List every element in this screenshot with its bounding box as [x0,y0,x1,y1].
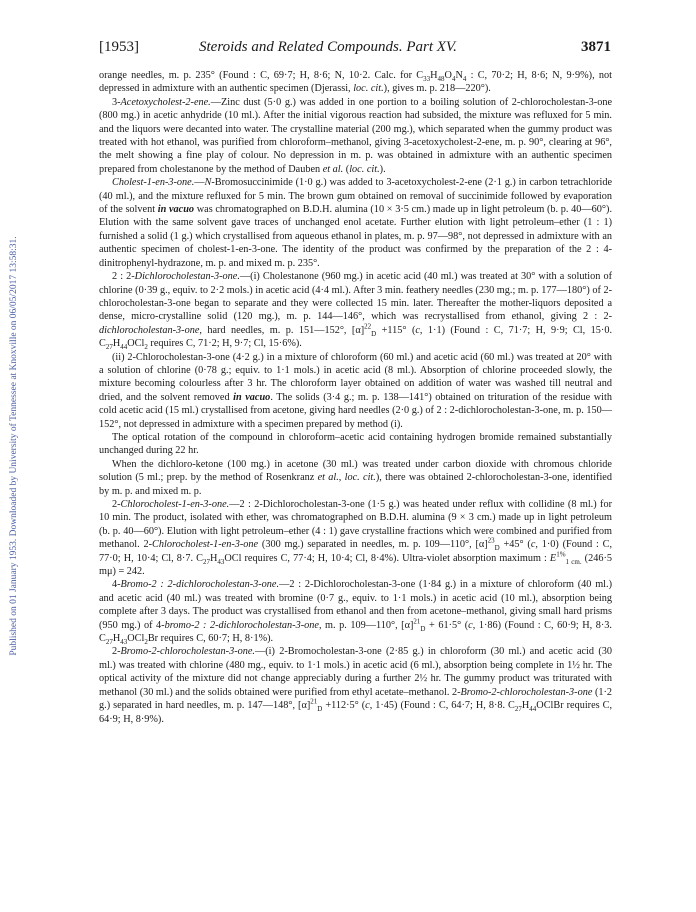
paragraph: 3-Acetoxycholest-2-ene.—Zinc dust (5·0 g.) was added in one portion to a boiling solution of 2-chlorocholestan-3-one (800 mg.) in acetic anhydride (10 ml.). After the initial vigorous reaction had subsided, the mixture was refluxed for 5 min. and the liquors were decanted into water. The crystalline material (200 mg.), which separated when the gummy product was treated with hot ethanol, was purified from chloroform–methanol, giving 3-acetoxycholest-2-ene, m. p. 90°, clearing at 96°, the melt showing a fine play of colour. No depression in m. p. was obtained in admixture with an authentic specimen prepared from cholestanone by the method of Dauben et al. (loc. cit.). [99,96,612,175]
paragraph: 2-Bromo-2-chlorocholestan-3-one.—(i) 2-Bromocholestan-3-one (2·85 g.) in chloroform (30 ml.) and acetic acid (30 ml.) was treated with chlorine (480 mg., equiv. to 1·1 mols.) in acetic acid (6 ml.), absorption being complete in 1½ hr. The optical activity of the mixture did not change appreciably during a further 2½ hr. The gummy product was triturated with methanol (30 ml.) and the solids obtained were purified from ethyl acetate–methanol. 2-Bromo-2-chlorocholestan-3-one (1·2 g.) separated in hard needles, m. p. 147—148°, $[\alpha]^{21}_D +112\cdot 5^\circ$ (c, 1·45) (Found : C, 64·7; H, 8·8. $C_{27}H_{44}OClBr$ requires C, 64·9; H, 8·9%). [99,646,613,725]
publication-sidebar-note [7,96,21,796]
paragraph: Cholest-1-en-3-one.—N-Bromosuccinimide (1·0 g.) was added to 3-acetoxycholest-2-ene (2·1 g.) in carbon tetrachloride (40 ml.), and the mixture refluxed for 5 min. The brown gum obtained on removal of succinimide followed by evaporation of the solvent in vacuo was chromatographed on B.D.H. alumina (10 × 3·5 cm.) made up in light petroleum (b. p. 40—60°). Elution with the same solvent gave traces of unchanged enol acetate. Further elution with light petroleum–ether (1 : 1) furnished a solid (1 g.) which crystallised from aqueous ethanol in plates, m. p. 97—98°, not depressed in admixture with an authentic specimen of cholest-1-en-3-one. The identity of the product was confirmed by the preparation of the 2 : 4-dinitrophenyl-hydrazone, m. p. and mixed m. p. 235°. [99,177,613,269]
sidebar-text: Published on 01 January 1953. Downloaded by University of Tennessee at Knoxville on 06/05/2017 13:58:31. [9,236,19,656]
paragraph: (ii) 2-Chlorocholestan-3-one (4·2 g.) in a mixture of chloroform (60 ml.) and acetic acid (60 ml.) was treated at 20° with a solution of chlorine (0·78 g.; equiv. to 1·1 mols.) in acetic acid (8 ml.). Absorption of chlorine proceeded slowly, the mixture becoming colourless after 3 hr. The chloroform layer obtained on addition of water was washed till neutral and dried, and the solvent removed in vacuo. The solids (3·4 g.; m. p. 138—141°) obtained on trituration of the residue with cold acetic acid (15 ml.) crystallised from acetone, giving hard needles (2·0 g.) of 2 : 2-dichlorocholestan-3-one, m. p. 150—152°, not depressed in admixture with a specimen prepared by method (i). [99,351,612,430]
paragraph: 2 : 2-Dichlorocholestan-3-one.—(i) Cholestanone (960 mg.) in acetic acid (40 ml.) was treated at 30° with a solution of chlorine (0·39 g., equiv. to 2·2 mols.) in acetic acid (4·4 ml.). After 3 min. feathery needles (230 mg.; m. p. 177—180°) of 2-chlorocholestan-3-one began to separate and they were collected 15 min. later. Thereafter the mother-liquors deposited a dense, micro-crystalline solid (120 mg.), m. p. 144—146°, which was recrystallised from ethanol, giving 2 : 2-dichlorocholestan-3-one, hard needles, m. p. 151—152°, $[\alpha]^{22}_D +115^\circ$ (c, 1·1) (Found : C, 71·7; H, 9·9; Cl, 15·0. $C_{27}H_{44}OCl_2$ requires C, 71·2; H, 9·7; Cl, 15·6%). [99,271,613,352]
paragraph: When the dichloro-ketone (100 mg.) in acetone (30 ml.) was treated under carbon dioxide with chromous chloride solution (5 ml.; prep. by the method of Rosenkranz et al., loc. cit.), there was obtained 2-chlorocholestan-3-one, identified by m. p. and mixed m. p. [99,458,612,497]
running-header [99,39,611,59]
article-body [99,69,612,726]
paragraph: The optical rotation of the compound in chloroform–acetic acid containing hydrogen bromide remained substantially unchanged during 22 hr. [99,431,612,457]
paragraph: 2-Chlorocholest-1-en-3-one.—2 : 2-Dichlorocholestan-3-one (1·5 g.) was heated under reflux with collidine (8 ml.) for 10 min. The product, isolated with ether, was chromatographed on B.D.H. alumina (9 × 3 cm.) made up in light petroleum (b. p. 40—60°). Elution with light petroleum–ether (4 : 1) gave crystalline fractions which were combined and purified from methanol. 2-Chlorocholest-1-en-3-one (300 mg.) separated in needles, m. p. 109—110°, $[\alpha]^{23}_D +45^\circ$ (c, 1·0) (Found : C, 77·0; H, 10·4; Cl, 8·7. $C_{27}H_{43}OCl$ requires C, 77·4; H, 10·4; Cl, 8·4%). Ultra-violet absorption maximum : $E^{1\%}_{1 cm.}$ (246·5 mμ) = 242. [99,499,613,578]
paragraph: 4-Bromo-2 : 2-dichlorocholestan-3-one.—2 : 2-Dichlorocholestan-3-one (1·84 g.) in a mixture of chloroform (40 ml.) and acetic acid (40 ml.) was treated with bromine (0·7 g., equiv. to 1·1 mols.) in acetic acid (10 ml.), absorption being complete after 3 days. The product was crystallised from ethanol and then from acetone–methanol, giving small hard prisms (950 mg.) of 4-bromo-2 : 2-dichlorocholestan-3-one, m. p. 109—110°, $[\alpha]^{21}_D + 61\cdot 5^\circ$ (c, 1·86) (Found : C, 60·9; H, 8·3. $C_{27}H_{43}OCl_2Br$ requires C, 60·7; H, 8·1%). [99,579,612,647]
paragraph: orange needles, m. p. 235° (Found : C, 69·7; H, 8·6; N, 10·2. Calc. for $C_{33}H_{48}O_4N_4$ : C, 70·2; H, 8·6; N, 9·9%), not depressed in admixture with an authentic specimen (Djerassi, loc. cit.), gives m. p. 218—220°). [99,70,612,95]
header-year: [1953] [99,39,139,55]
page-number: 3871 [581,39,611,55]
header-title: Steroids and Related Compounds. Part XV. [199,39,457,55]
